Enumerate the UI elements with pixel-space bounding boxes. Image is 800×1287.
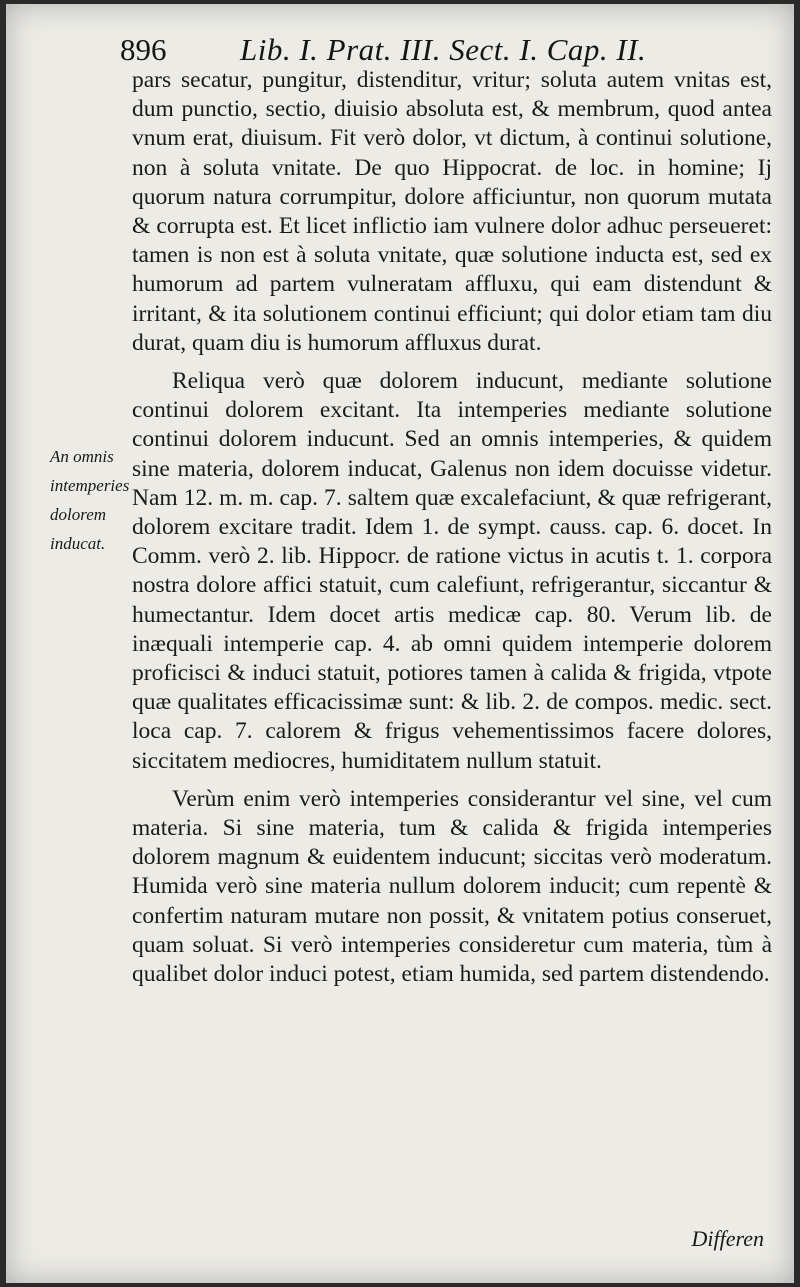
marginal-note: An omnis intemperies dolorem inducat. xyxy=(50,447,130,553)
book-page xyxy=(6,4,794,1283)
paragraph-3: Verùm enim verò intemperies considerantur vel sine, vel cum materia. Si sine materia, tum & calida & frigida intemperies dolorem magnum & euidentem inducunt; siccitas verò moderatum. Humida verò sine materia nullum dolorem inducit; cum repentè & confertim naturam mutare non possit, & vnitatem potius conseruet, quam soluat. Si verò intemperies consideretur cum materia, tùm à qualibet dolor induci potest, etiam humida, sed partem distendendo. xyxy=(132,785,772,988)
catchword: Differen xyxy=(691,1226,764,1251)
paragraph-1: pars secatur, pungitur, distenditur, vritur; soluta autem vnitas est, dum punctio, sectio, diuisio absoluta est, & membrum, quod antea vnum erat, diuisum. Fit verò dolor, vt dictum, à continui solutione, non à soluta vnitate. De quo Hippocrat. de loc. in homine; Ij quorum natura corrumpitur, dolore afficiuntur, non quorum mutata & corrupta est. Et licet inflictio iam vulnere dolor adhuc perseueret: tamen is non est à soluta vnitate, quæ solutione inducta est, sed ex humorum ad partem vulneratam affluxu, qui eam distendunt & irritant, & ita solutionem continui efficiunt; qui dolor etiam tam diu durat, quam diu is humorum affluxus durat. xyxy=(132,67,772,356)
body-text xyxy=(132,66,772,989)
page-number: 896 xyxy=(120,32,167,67)
running-head-title: Lib. I. Prat. III. Sect. I. Cap. II. xyxy=(240,32,647,67)
paragraph-2: Reliqua verò quæ dolorem inducunt, mediante solutione continui dolorem excitant. Ita intemperies mediante solutione continui dolorem inducunt. Sed an omnis intemperies, & quidem sine materia, dolorem inducat, Galenus non idem docuisse videtur. Nam 12. m. m. cap. 7. saltem quæ excalefaciunt, & quæ refrigerant, dolorem excitare tradit. Idem 1. de sympt. causs. cap. 6. docet. In Comm. verò 2. lib. Hippocr. de ratione victus in acutis t. 1. corpora nostra dolore affici statuit, cum calefiunt, refrigerantur, siccantur & humectantur. Idem docet artis medicæ cap. 80. Verum lib. de inæquali intemperie cap. 4. ab omni quidem intemperie dolorem proficisci & induci statuit, potiores tamen à calida & frigida, vtpote quæ qualitates efficacissimæ sunt: & lib. 2. de compos. medic. sect. loca cap. 7. calorem & frigus vehementissimos facere dolores, siccitatem mediocres, humiditatem nullum statuit. xyxy=(132,368,772,774)
